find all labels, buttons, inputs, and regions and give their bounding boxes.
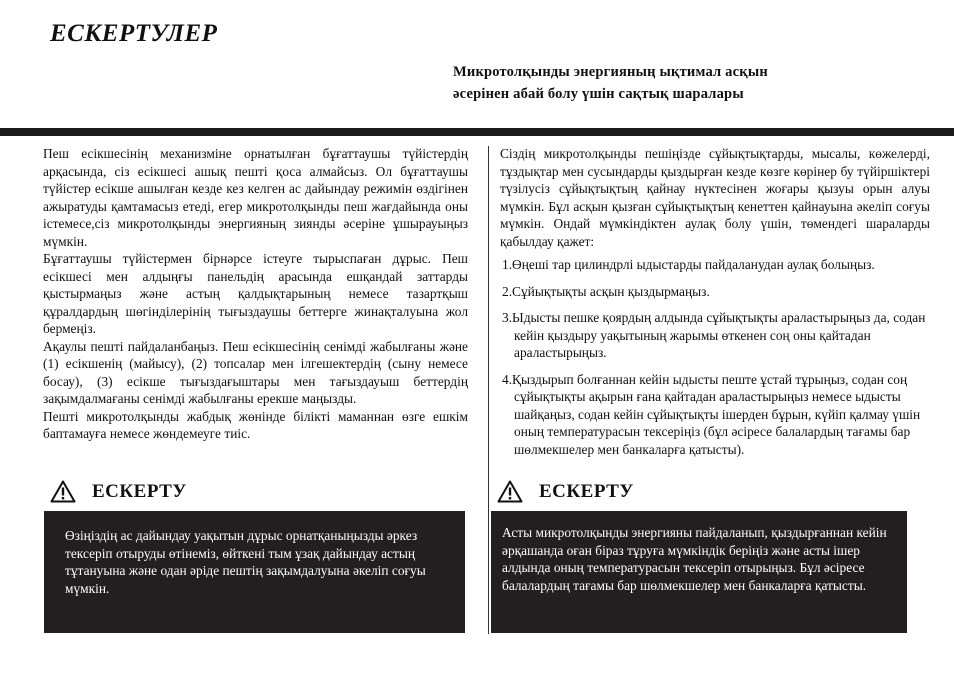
left-paragraph: Ақаулы пешті пайдаланбаңыз. Пеш есікшесінің сенімді жабылғаны және (1) есікшенің (майысу), (2) топсалар мен ілгешектердің (сыну немесе босау), (3) есікше тығыздағыштары мен тағыздауыш беттердің зақымдалмағаны сенімді жабылғаны ерекше маңызды. xyxy=(43,338,468,406)
subtitle-line-2: әсерінен абай болу үшін сақтық шаралары xyxy=(453,86,744,102)
list-item: 2.Сұйықтықты асқын қыздырмаңыз. xyxy=(502,283,710,299)
warning-heading-text: ЕСКЕРТУ xyxy=(539,480,634,502)
column-divider xyxy=(488,146,489,634)
warning-triangle-icon xyxy=(497,480,523,503)
subtitle-line-1: Микротолқынды энергияның ықтимал асқын xyxy=(453,64,768,80)
left-paragraph: Бұғаттаушы түйістермен бірнәрсе істеуге тырыспаған дұрыс. Пеш есікшесі мен алдыңғы панельдің арасында ешқандай заттарды қыстырмаңыз және астың қалдықтарының немесе тазартқыш құралдардың шөгінділерінің тығыздаушы беттерге жинақталуына жол бермеңіз. xyxy=(43,251,468,336)
warning-heading-right xyxy=(497,480,634,503)
list-item: 3.Ыдысты пешке қоярдың алдында сұйықтықты араластырыңыз да, содан кейін қыздыру уақытының жарымы өткенен соң оны қайтадан араластырыңыз. xyxy=(502,310,926,360)
warning-heading-left xyxy=(50,480,187,503)
warning-heading-text: ЕСКЕРТУ xyxy=(92,480,187,502)
warning-box-left: Өзіңіздің ас дайындау уақытын дұрыс орнатқаныңызды әркез тексеріп отыруды өтінеміз, өйткені тым ұзақ дайындау астың тұтануына және одан әріде пештің зақымдалуына әкеліп соғуы мүмкін. xyxy=(44,511,465,633)
right-intro: Сіздің микротолқынды пешіңізде сұйықтықтарды, мысалы, көжелерді, тұздықтар мен сусындарды қыздырған кезде көзге көрінер бу түйіршіктері түзілусіз сұйықтықтың қайнау нүктесінен жоғары қызуы орын алуы мүмкін. Бұл асқын қызған сұйықтықтың кенеттен қайнауына әкеліп соғуы мүмкін. Ондай мүмкіндіктен аулақ болу үшін, төмендегі шараларды қабылдау қажет: xyxy=(500,146,930,249)
left-paragraph: Пешті микротолқынды жабдық жөнінде білікті маманнан өзге ешкім баптамауға немесе жөндемеуге тиіс. xyxy=(43,408,468,441)
left-column xyxy=(43,145,468,443)
left-paragraph: Пеш есікшесінің механизміне орнатылған бұғаттаушы түйістердің арқасында, сіз есікшесі ашық пешті қоса алмайсыз. Ол бұғаттаушы түйістер есікше ашылған кезде кез келген ас дайындау режимін өздігінен ажыратуды қамтамасыз етеді, егер микротолқынды пеш жағдайында оны істемесе,сіз микротолқынды энергияның зиянды әсеріне ұшырауыңыз мүмкін. xyxy=(43,146,468,249)
list-item: 4.Қыздырып болғаннан кейін ыдысты пеште ұстай тұрыңыз, содан соң сұйықтықты ақырын ғана қайтадан араластырыңыз немесе ыдысты шайқаңыз, содан кейін сұйықтықты ішерден бұрын, күйіп қалмау үшін оның температурасын тексеріңіз (бұл әсіресе балалардың тағамы бар шөлмекшелер мен банкаларға қатысты). xyxy=(502,371,921,457)
warning-triangle-icon xyxy=(50,480,76,503)
list-item: 1.Өңеші тар цилиндрлі ыдыстарды пайдаланудан аулақ болыңыз. xyxy=(502,257,875,272)
warning-box-right: Асты микротолқынды энергияны пайдаланып, қыздырғаннан кейін әрқашанда оған біраз тұруға мүмкіндік беріңіз және асты ішер алдында оның температурасын тексеріп отырыңыз. Бұл әсіресе балалардың тағамы бар шөлмекшелер мен банкаларға қатысты. xyxy=(491,511,907,633)
page-title: ЕСКЕРТУЛЕР xyxy=(50,20,218,47)
right-column xyxy=(500,145,930,467)
page-subtitle xyxy=(453,61,768,105)
header-rule xyxy=(0,128,954,136)
